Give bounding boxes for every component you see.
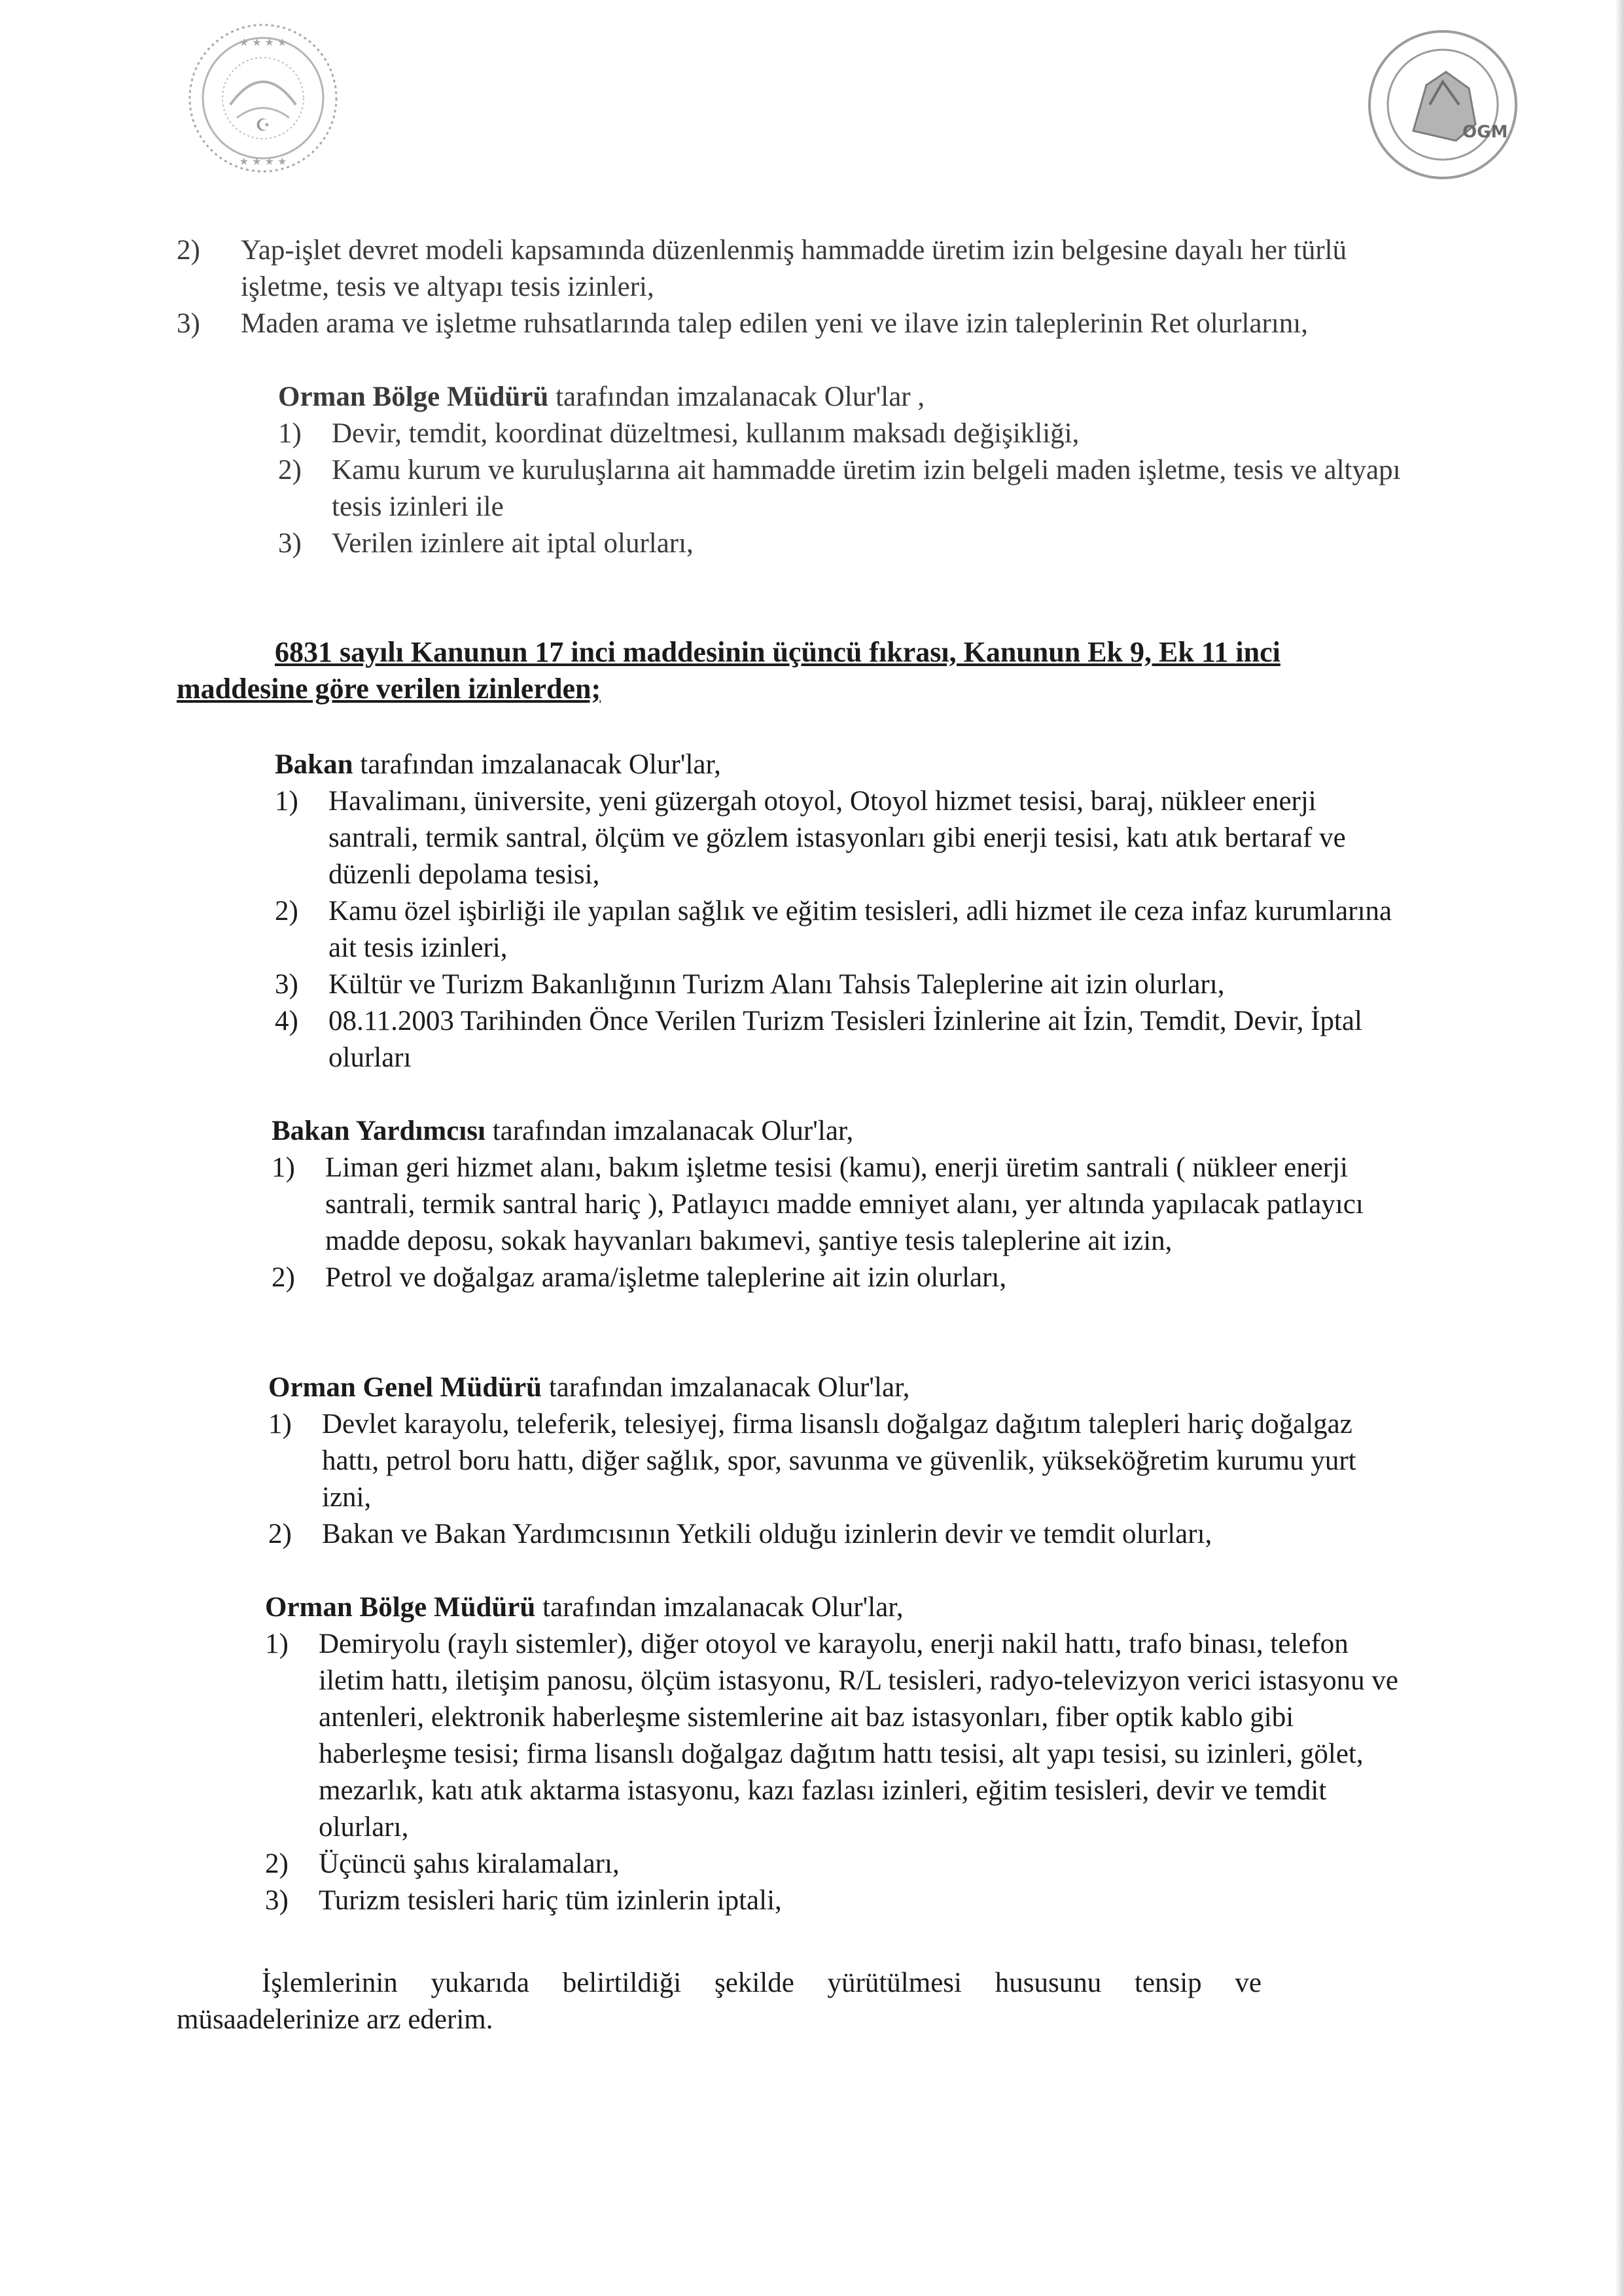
list-item — [272, 1150, 1407, 1260]
list-text: Liman geri hizmet alanı, bakım işletme tesisi (kamu), enerji üretim santrali ( nükleer enerji santrali, termik santral hariç ), Patlayıcı madde emniyet alanı, yer altında yapılacak patlayıcı madde deposu, sokak hayvanları bakımevi, şantiye tesis taleplerine ait izin, — [325, 1152, 1364, 1256]
list-number: 2) — [265, 1848, 289, 1879]
list-text: 08.11.2003 Tarihinden Önce Verilen Turizm Tesisleri İzinlerine ait İzin, Temdit, Devir, İptal olurları — [328, 1006, 1362, 1073]
list-number: 3) — [275, 969, 298, 1000]
list-text: Kamu kurum ve kuruluşlarına ait hammadde üretim izin belgeli maden işletme, tesis ve altyapı tesis izinleri ile — [332, 455, 1401, 522]
list-text: Turizm tesisleri hariç tüm izinlerin iptali, — [319, 1885, 782, 1916]
heading-bold: Bakan — [275, 749, 353, 780]
heading-bold: Bakan Yardımcısı — [272, 1116, 485, 1146]
ministry-seal-icon — [185, 20, 342, 177]
heading-rest: tarafından imzalanacak Olur'lar, — [485, 1116, 854, 1146]
legal-title-line-1: 6831 sayılı Kanunun 17 inci maddesinin üçüncü fıkrası, Kanunun Ek 9, Ek 11 inci — [275, 636, 1280, 668]
list-number: 1) — [265, 1629, 289, 1659]
list-text: Demiryolu (raylı sistemler), diğer otoyol ve karayolu, enerji nakil hattı, trafo binası, telefon iletim hattı, iletişim panosu, ölçüm istasyonu, R/L tesisleri, radyo-televizyon verici istasyonu ve antenleri, elektronik haberleşme sistemlerine ait baz istasyonları, fiber optik kablo gibi haberleşme tesisi; firma lisanslı doğalgaz dağıtım hattı tesisi, alt yapı tesisi, su izinleri, gölet, mezarlık, katı atık aktarma istasyonu, kazı fazlası izinleri, eğitim tesisleri, devir ve temdit olurları, — [319, 1629, 1399, 1843]
list-item — [275, 1003, 1407, 1076]
heading-bold: Orman Bölge Müdürü — [265, 1592, 536, 1623]
list-number: 2) — [275, 896, 298, 927]
list-item — [177, 232, 1407, 306]
ogm-seal-icon — [1364, 26, 1521, 183]
list-number: 3) — [177, 308, 200, 339]
list-item — [177, 306, 1407, 342]
svg-text:☪: ☪ — [255, 116, 271, 135]
list-number: 1) — [268, 1409, 292, 1439]
list-number: 1) — [275, 786, 298, 817]
heading-rest: tarafından imzalanacak Olur'lar, — [353, 749, 721, 780]
list-number: 1) — [272, 1152, 295, 1183]
closing-paragraph — [177, 1965, 1407, 2038]
list-item — [268, 1516, 1407, 1553]
section-continued-list — [177, 232, 1407, 342]
list-item — [265, 1882, 1407, 1919]
list-text: Bakan ve Bakan Yardımcısının Yetkili olduğu izinlerin devir ve temdit olurları, — [322, 1519, 1212, 1549]
heading-rest: tarafından imzalanacak Olur'lar , — [548, 381, 925, 412]
closing-line-1: İşlemlerinin yukarıda belirtildiği şekilde yürütülmesi hususunu tensip ve — [262, 1968, 1262, 1998]
section-genel-mudur — [177, 1369, 1407, 1553]
list-text: Devir, temdit, koordinat düzeltmesi, kullanım maksadı değişikliği, — [332, 418, 1080, 449]
section-heading — [278, 379, 1407, 415]
list-item — [265, 1846, 1407, 1882]
heading-bold: Orman Bölge Müdürü — [278, 381, 549, 412]
bolge-list-1 — [278, 415, 1407, 562]
list-text: Maden arama ve işletme ruhsatlarında talep edilen yeni ve ilave izin taleplerinin Ret olurlarını, — [241, 308, 1308, 339]
legal-title-line-2: maddesine göre verilen izinlerden; — [177, 673, 601, 705]
bakan-list — [275, 783, 1407, 1076]
list-number: 4) — [275, 1006, 298, 1036]
list-text: Yap-işlet devret modeli kapsamında düzenlenmiş hammadde üretim izin belgesine dayalı her türlü işletme, tesis ve altyapı tesis izinleri, — [241, 235, 1347, 302]
list-item — [275, 783, 1407, 893]
list-number: 2) — [272, 1262, 295, 1293]
section-heading — [268, 1369, 1407, 1406]
list-number: 1) — [278, 418, 302, 449]
list-item — [278, 452, 1407, 525]
list-text: Devlet karayolu, teleferik, telesiyej, firma lisanslı doğalgaz dağıtım talepleri hariç doğalgaz hattı, petrol boru hattı, diğer sağlık, spor, savunma ve güvenlik, yükseköğretim kurumu yurt izni, — [322, 1409, 1356, 1513]
list-item — [268, 1406, 1407, 1516]
heading-bold: Orman Genel Müdürü — [268, 1372, 542, 1403]
section-heading — [275, 747, 1407, 783]
list-item — [278, 525, 1407, 562]
list-number: 2) — [278, 455, 302, 486]
section-bakan — [177, 747, 1407, 1076]
list-item — [275, 966, 1407, 1003]
heading-rest: tarafından imzalanacak Olur'lar, — [542, 1372, 910, 1403]
list-number: 2) — [268, 1519, 292, 1549]
genel-list — [268, 1406, 1407, 1553]
list-text: Petrol ve doğalgaz arama/işletme taleplerine ait izin olurları, — [325, 1262, 1007, 1293]
list-number: 2) — [177, 235, 200, 266]
list-item — [278, 415, 1407, 452]
heading-rest: tarafından imzalanacak Olur'lar, — [535, 1592, 904, 1623]
closing-line-2: müsaadelerinize arz ederim. — [177, 2004, 493, 2035]
list-text: Havalimanı, üniversite, yeni güzergah otoyol, Otoyol hizmet tesisi, baraj, nükleer enerji santrali, termik santral, ölçüm ve gözlem istasyonları gibi enerji tesisi, katı atık bertaraf ve düzenli depolama tesisi, — [328, 786, 1346, 890]
list-text: Üçüncü şahıs kiralamaları, — [319, 1848, 620, 1879]
document-body — [177, 232, 1407, 2038]
list-item — [272, 1260, 1407, 1296]
list-text: Kamu özel işbirliği ile yapılan sağlık ve eğitim tesisleri, adli hizmet ile ceza infaz kurumlarına ait tesis izinleri, — [328, 896, 1392, 963]
section-bolge-mudur-1 — [177, 379, 1407, 562]
section-bolge-mudur-2 — [177, 1589, 1407, 1919]
continued-list — [177, 232, 1407, 342]
svg-text:★ ★ ★ ★: ★ ★ ★ ★ — [239, 36, 287, 48]
yardimci-list — [272, 1150, 1407, 1296]
section-bakan-yardimcisi — [177, 1113, 1407, 1296]
bolge-list-2 — [265, 1626, 1407, 1919]
list-text: Verilen izinlere ait iptal olurları, — [332, 528, 694, 559]
legal-reference-title — [177, 634, 1407, 707]
section-heading — [265, 1589, 1407, 1626]
list-number: 3) — [278, 528, 302, 559]
list-number: 3) — [265, 1885, 289, 1916]
svg-text:OGM: OGM — [1462, 122, 1508, 142]
section-heading — [272, 1113, 1407, 1150]
scan-edge — [1615, 0, 1624, 2296]
list-item — [275, 893, 1407, 966]
svg-text:★ ★ ★ ★: ★ ★ ★ ★ — [239, 155, 287, 168]
list-item — [265, 1626, 1407, 1846]
list-text: Kültür ve Turizm Bakanlığının Turizm Alanı Tahsis Taleplerine ait izin olurları, — [328, 969, 1225, 1000]
